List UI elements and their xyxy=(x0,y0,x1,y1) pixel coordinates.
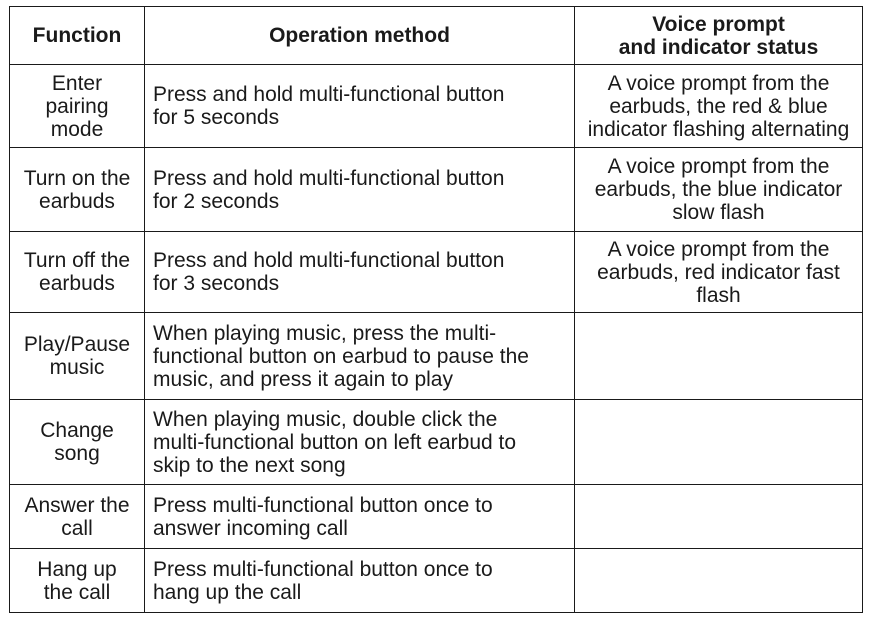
voice-prompt-cell xyxy=(575,400,863,485)
voice-prompt-cell xyxy=(575,485,863,549)
operation-cell xyxy=(145,549,575,613)
voice-prompt-cell xyxy=(575,549,863,613)
function-text: Answer the call xyxy=(24,493,130,540)
table-row xyxy=(10,549,863,613)
header-voice-prompt-label: Voice prompt and indicator status xyxy=(618,12,819,59)
voice-prompt-cell xyxy=(575,148,863,232)
function-text: Hang up the call xyxy=(37,557,117,604)
header-voice-prompt xyxy=(575,7,863,65)
voice-prompt-text: A voice prompt from the earbuds, the blue indicator slow flash xyxy=(594,155,843,224)
table-row xyxy=(10,400,863,485)
operation-text: Press and hold multi-functional button for 2 seconds xyxy=(153,166,505,213)
function-cell xyxy=(10,232,145,313)
header-function-label: Function xyxy=(32,24,122,47)
header-operation-method xyxy=(145,7,575,65)
voice-prompt-text: A voice prompt from the earbuds, the red & blue indicator flashing alternating xyxy=(587,71,850,141)
function-text: Turn off the earbuds xyxy=(23,249,131,295)
function-table xyxy=(9,6,863,613)
header-operation-label: Operation method xyxy=(269,24,450,47)
function-text: Enter pairing mode xyxy=(45,71,109,141)
function-text: Turn on the earbuds xyxy=(23,166,131,213)
operation-text: When playing music, press the multi- functional button on earbud to pause the music, and press it again to play xyxy=(153,321,529,391)
table-row xyxy=(10,232,863,313)
function-cell xyxy=(10,313,145,400)
table-row xyxy=(10,485,863,549)
operation-cell xyxy=(145,313,575,400)
table-row xyxy=(10,313,863,400)
voice-prompt-text: A voice prompt from the earbuds, red indicator fast flash xyxy=(597,237,840,307)
table-row xyxy=(10,148,863,232)
table-header-row xyxy=(10,7,863,65)
function-cell xyxy=(10,65,145,148)
function-text: Play/Pause music xyxy=(23,333,131,379)
table-row xyxy=(10,65,863,148)
function-text: Change song xyxy=(40,419,114,465)
header-function xyxy=(10,7,145,65)
operation-cell xyxy=(145,65,575,148)
operation-cell xyxy=(145,485,575,549)
operation-text: When playing music, double click the multi-functional button on left earbud to skip to the next song xyxy=(153,407,517,477)
function-cell xyxy=(10,549,145,613)
operation-cell xyxy=(145,400,575,485)
operation-text: Press and hold multi-functional button for 5 seconds xyxy=(153,83,505,129)
operation-text: Press multi-functional button once to answer incoming call xyxy=(153,493,493,540)
operation-text: Press multi-functional button once to hang up the call xyxy=(153,557,493,604)
operation-cell xyxy=(145,232,575,313)
operation-cell xyxy=(145,148,575,232)
voice-prompt-cell xyxy=(575,65,863,148)
operation-text: Press and hold multi-functional button for 3 seconds xyxy=(153,249,505,295)
voice-prompt-cell xyxy=(575,313,863,400)
voice-prompt-cell xyxy=(575,232,863,313)
function-cell xyxy=(10,148,145,232)
function-cell xyxy=(10,400,145,485)
function-cell xyxy=(10,485,145,549)
